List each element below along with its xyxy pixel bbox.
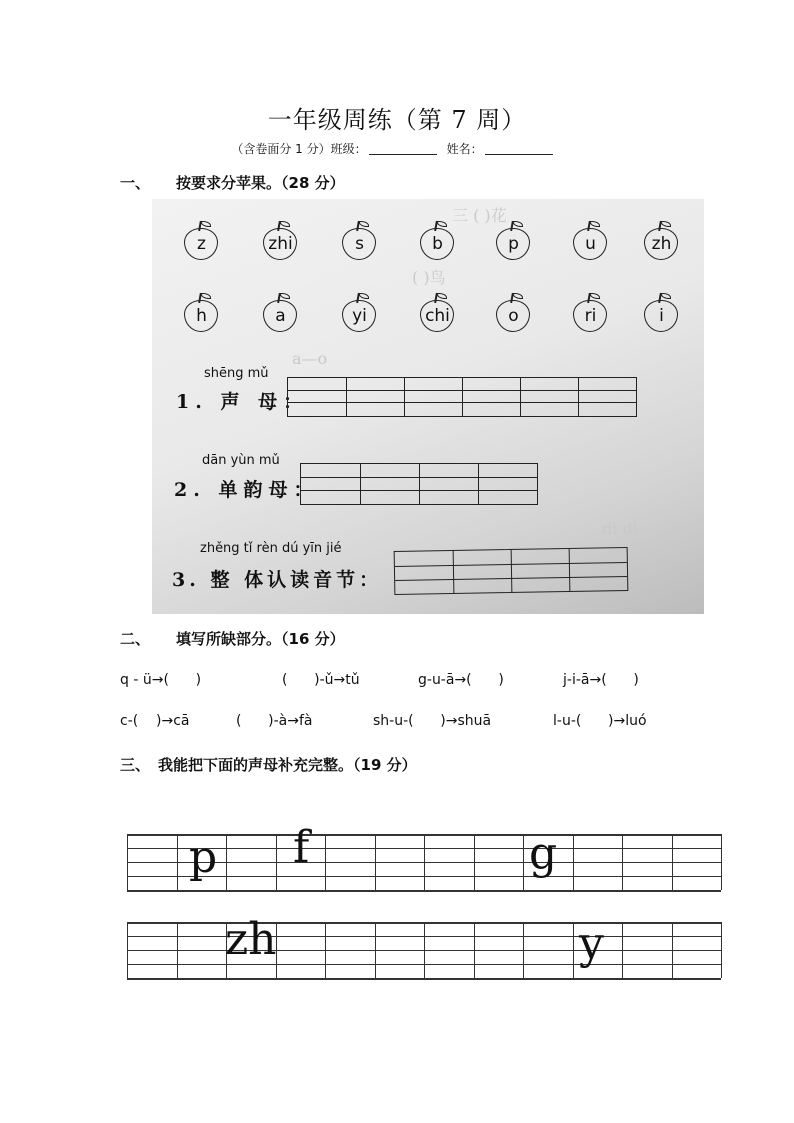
grid-cell-divider (325, 922, 326, 978)
grid-letter: zh (225, 914, 277, 965)
apple-worksheet-photo (152, 199, 704, 614)
apple-leaf-icon (661, 221, 671, 227)
q1-pinyin: shēng mǔ (204, 366, 269, 381)
fill-item-3[interactable]: g-u-ā→( ) (418, 672, 504, 688)
grid-line (127, 890, 721, 892)
section-3-number: 三、 (120, 756, 151, 774)
grid-cell-divider (672, 834, 673, 890)
grid-cell-divider (523, 922, 524, 978)
grid-cell-divider (474, 922, 475, 978)
name-label: 姓名： (446, 142, 483, 156)
section-1-number: 一、 (120, 174, 151, 192)
apple-row1-1[interactable] (184, 223, 218, 259)
apple-letter: zhi (268, 234, 293, 254)
fill-item-5[interactable]: c-( )→cā (120, 713, 190, 729)
apple-row1-4[interactable] (420, 223, 454, 259)
apple-leaf-icon (280, 293, 290, 299)
q3-answer-grid[interactable] (394, 547, 629, 595)
page-subtitle (0, 140, 794, 157)
grid-cell-divider (474, 834, 475, 890)
apple-leaf-icon (590, 293, 600, 299)
q1-answer-grid[interactable] (287, 377, 637, 417)
grid-cell-divider (622, 834, 623, 890)
apple-row2-4[interactable] (420, 295, 454, 331)
apple-letter: a (275, 306, 286, 326)
grid-cell-divider (424, 922, 425, 978)
grid-cell-divider (276, 834, 277, 890)
apple-letter: yi (352, 306, 367, 326)
apple-letter: z (197, 234, 206, 254)
apple-row2-6[interactable] (573, 295, 607, 331)
apple-leaf-icon (201, 293, 211, 299)
grid-cell-divider (226, 834, 227, 890)
ghost-mark: 三 ( )花 (452, 206, 507, 225)
q1-label: 1. 声 母： (176, 391, 309, 413)
apple-row2-2[interactable] (263, 295, 297, 331)
apple-letter: zh (651, 234, 672, 254)
q2-pinyin: dān yùn mǔ (202, 453, 280, 468)
grid-cell-divider (672, 922, 673, 978)
section-3-title: 我能把下面的声母补充完整。（19 分） (158, 756, 417, 774)
apple-row1-6[interactable] (573, 223, 607, 259)
q3-label: 3. 整 体认读音节： (172, 569, 383, 591)
grid-cell-divider (177, 834, 178, 890)
grid-cell-divider (127, 834, 128, 890)
apple-letter: ri (584, 306, 597, 326)
apple-leaf-icon (201, 221, 211, 227)
grid-letter: f (293, 822, 310, 873)
fill-item-4[interactable]: j-i-ā→( ) (563, 672, 639, 688)
apple-leaf-icon (661, 293, 671, 299)
grid-cell-divider (424, 834, 425, 890)
ghost-mark: a—o (292, 349, 328, 368)
apple-leaf-icon (437, 293, 447, 299)
grid-cell-divider (523, 834, 524, 890)
apple-letter: s (355, 234, 364, 254)
apple-leaf-icon (359, 293, 369, 299)
q2-label: 2. 单韵母： (174, 479, 319, 501)
apple-letter: p (508, 234, 519, 254)
name-blank[interactable] (485, 154, 553, 155)
apple-row2-5[interactable] (496, 295, 530, 331)
grid-cell-divider (622, 922, 623, 978)
grid-cell-divider (721, 922, 722, 978)
apple-leaf-icon (437, 221, 447, 227)
grid-line (127, 978, 721, 980)
apple-row1-5[interactable] (496, 223, 530, 259)
apple-letter: chi (425, 306, 450, 326)
apple-leaf-icon (513, 293, 523, 299)
apple-letter: b (432, 234, 443, 254)
apple-letter: o (508, 306, 519, 326)
section-1-heading (120, 172, 345, 193)
apple-row1-7[interactable] (644, 223, 678, 259)
apple-row2-7[interactable] (644, 295, 678, 331)
class-label: （含卷面分 1 分）班级： (231, 142, 367, 156)
apple-letter: h (196, 306, 207, 326)
fill-item-7[interactable]: sh-u-( )→shuā (373, 713, 492, 729)
fill-item-1[interactable]: q - ü→( ) (120, 672, 202, 688)
apple-leaf-icon (280, 221, 290, 227)
writing-grid-1[interactable] (127, 822, 721, 890)
fill-item-8[interactable]: l-u-( )→luó (553, 713, 647, 729)
grid-cell-divider (573, 834, 574, 890)
apple-leaf-icon (513, 221, 523, 227)
grid-cell-divider (721, 834, 722, 890)
apple-row1-3[interactable] (342, 223, 376, 259)
grid-cell-divider (177, 922, 178, 978)
grid-cell-divider (127, 922, 128, 978)
apple-letter: u (585, 234, 596, 254)
section-2-title: 填写所缺部分。（16 分） (176, 630, 345, 648)
grid-letter: p (189, 832, 218, 883)
apple-leaf-icon (590, 221, 600, 227)
ghost-mark: ( )鸟 (412, 268, 446, 287)
apple-row1-2[interactable] (263, 223, 297, 259)
apple-row2-3[interactable] (342, 295, 376, 331)
apple-row2-1[interactable] (184, 295, 218, 331)
section-2-number: 二、 (120, 630, 151, 648)
writing-grid-2[interactable] (127, 914, 721, 978)
fill-item-2[interactable]: ( )-ǔ→tǔ (282, 672, 360, 688)
fill-item-6[interactable]: ( )-à→fà (236, 713, 313, 729)
grid-cell-divider (573, 922, 574, 978)
page-title: 一年级周练（第 7 周） (267, 106, 527, 134)
ghost-mark: dì dì (602, 519, 638, 538)
q2-answer-grid[interactable] (300, 463, 538, 505)
q3-pinyin: zhěng tǐ rèn dú yīn jié (200, 541, 342, 556)
section-1-title: 按要求分苹果。（28 分） (176, 174, 345, 192)
apple-letter: i (659, 306, 664, 326)
grid-letter: y (579, 918, 604, 969)
class-blank[interactable] (369, 154, 437, 155)
section-2-heading (120, 628, 345, 649)
apple-leaf-icon (359, 221, 369, 227)
grid-cell-divider (375, 922, 376, 978)
grid-cell-divider (375, 834, 376, 890)
grid-cell-divider (325, 834, 326, 890)
section-3-heading (120, 754, 417, 775)
grid-letter: g (529, 828, 558, 879)
